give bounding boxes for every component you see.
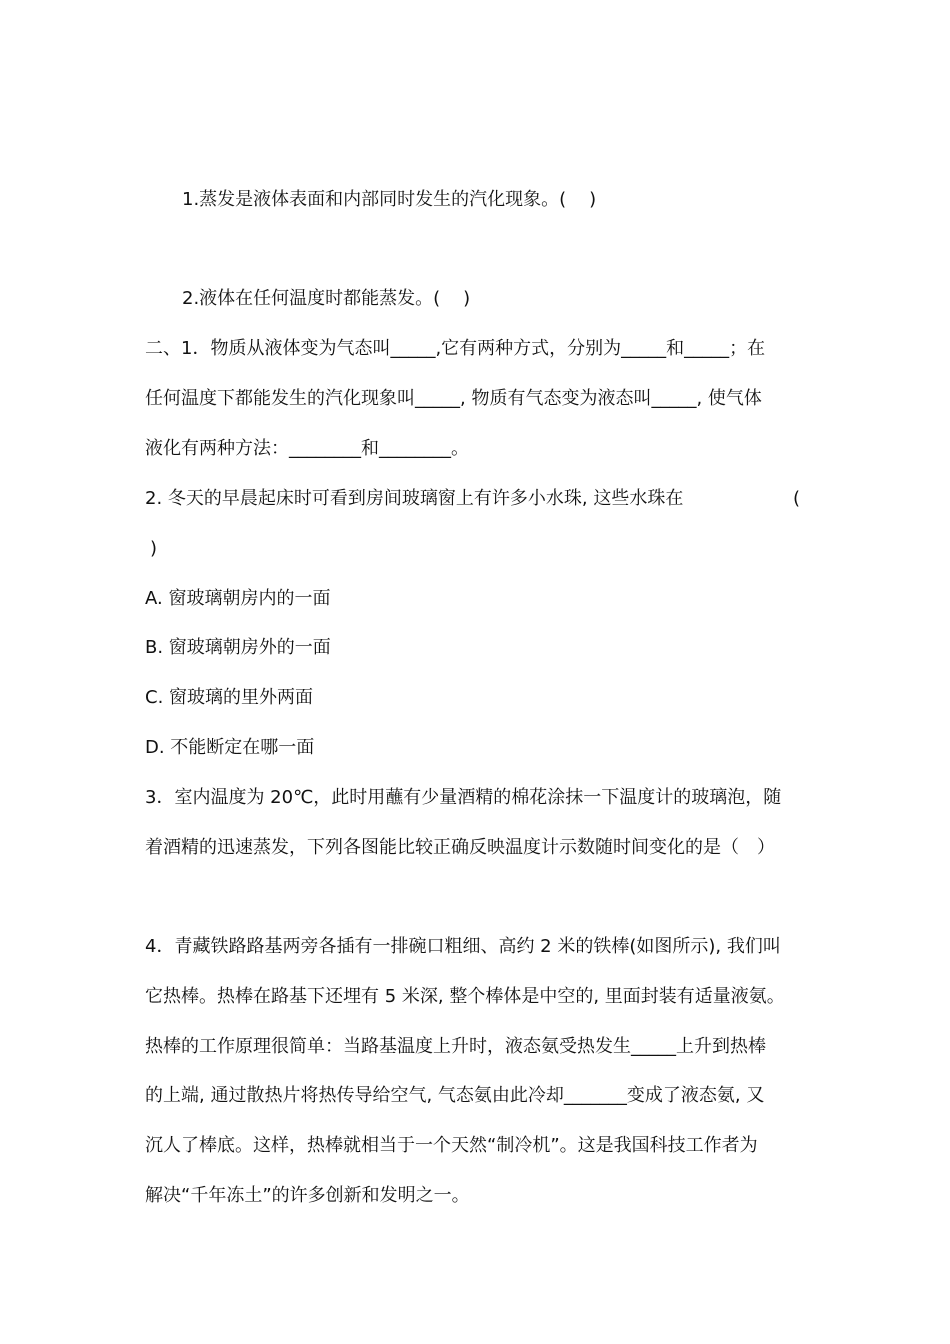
question-2-stem: 2. 冬天的早晨起床时可看到房间玻璃窗上有许多小水珠, 这些水珠在 — [145, 488, 684, 509]
question-3-line-1: 3．室内温度为 20℃，此时用蘸有少量酒精的棉花涂抹一下温度计的玻璃泡，随 — [145, 787, 782, 808]
question-2-bracket-close: ) — [150, 538, 158, 559]
judge-question-1: 1.蒸发是液体表面和内部同时发生的汽化现象。( ) — [182, 189, 597, 210]
fill-question-line-3: 液化有两种方法：________和________。 — [145, 438, 469, 459]
question-2-option-b: B. 窗玻璃朝房外的一面 — [145, 637, 331, 658]
question-2-stem-row — [145, 487, 800, 511]
question-4-line-6: 解决“千年冻土”的许多创新和发明之一。 — [145, 1185, 470, 1206]
judge-question-2: 2.液体在任何温度时都能蒸发。( ) — [182, 288, 471, 309]
question-4-line-1: 4．青藏铁路路基两旁各插有一排碗口粗细、高约 2 米的铁棒(如图所示), 我们叫 — [145, 936, 781, 957]
question-4-line-3: 热棒的工作原理很简单：当路基温度上升时，液态氨受热发生_____上升到热棒 — [145, 1036, 766, 1057]
question-3-line-2: 着酒精的迅速蒸发，下列各图能比较正确反映温度计示数随时间变化的是（ ） — [145, 837, 775, 858]
fill-question-line-1: 二、1．物质从液体变为气态叫_____,它有两种方式，分别为_____和_____；在 — [145, 338, 766, 359]
question-2-bracket-open: ( — [792, 488, 800, 509]
fill-question-line-2: 任何温度下都能发生的汽化现象叫_____, 物质有气态变为液态叫_____, 使气体 — [145, 388, 762, 409]
question-4-line-5: 沉人了棒底。这样，热棒就相当于一个天然“制冷机”。这是我国科技工作者为 — [145, 1135, 758, 1156]
question-4-line-2: 它热棒。热棒在路基下还埋有 5 米深, 整个棒体是中空的, 里面封装有适量液氨。 — [145, 986, 785, 1007]
question-2-option-a: A. 窗玻璃朝房内的一面 — [145, 588, 331, 609]
question-2-option-d: D. 不能断定在哪一面 — [145, 737, 315, 758]
question-2-option-c: C. 窗玻璃的里外两面 — [145, 687, 314, 708]
question-4-line-4: 的上端, 通过散热片将热传导给空气, 气态氨由此冷却_______变成了液态氨, 又 — [145, 1085, 765, 1106]
